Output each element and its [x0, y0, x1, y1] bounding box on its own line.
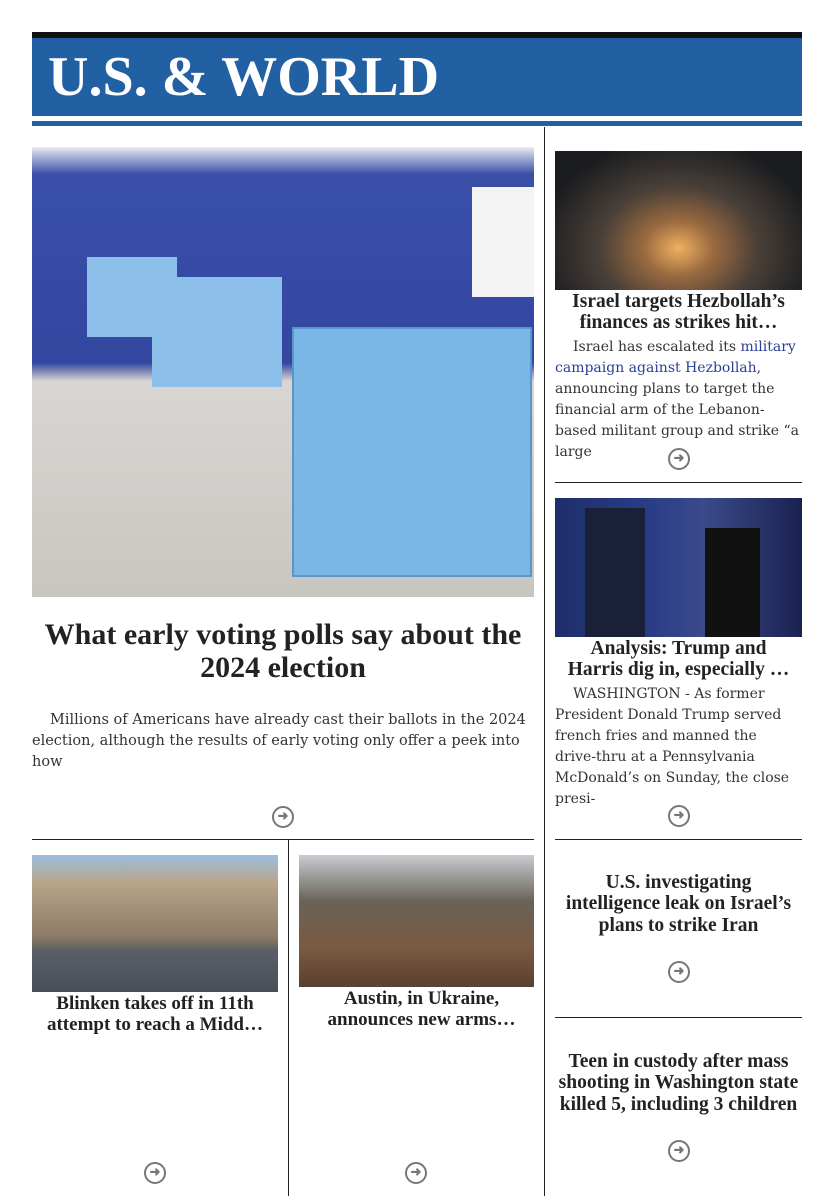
- story-headline[interactable]: [555, 638, 802, 681]
- story-summary: [555, 337, 802, 460]
- header-bottom-rule: [32, 121, 802, 126]
- divider: [555, 482, 802, 483]
- story-summary: WASHINGTON - As former President Donald Trump served french fries and manned the drive-thru at a Pennsylvania McDonald’s on Sunday, the close presi-: [555, 686, 790, 807]
- section-title: U.S. & WORLD: [32, 38, 802, 116]
- column-divider: [288, 840, 289, 1196]
- main-summary: Millions of Americans have already cast their ballots in the 2024 election, although the results of early voting only offer a peek into how: [32, 712, 526, 770]
- story-headline[interactable]: [32, 994, 278, 1036]
- divider: [32, 839, 534, 840]
- story-image[interactable]: [32, 855, 278, 992]
- summary-text: Israel has escalated its: [573, 339, 741, 355]
- arrow-right-circle-icon[interactable]: ➜: [405, 1162, 427, 1184]
- story-image[interactable]: [555, 498, 802, 637]
- headline-line: Blinken takes off in 11th: [56, 993, 254, 1014]
- headline-line: Harris dig in, especially …: [567, 659, 790, 681]
- summary-text: , announcing plans to target the financial arm of the Lebanon-based militant group and strike “a large: [555, 360, 799, 460]
- divider: [555, 1017, 802, 1018]
- headline-line: attempt to reach a Midd…: [46, 1013, 263, 1035]
- story-headline[interactable]: Teen in custody after mass shooting in Washington state killed 5, including 3 children: [558, 1051, 799, 1115]
- headline-line: Austin, in Ukraine,: [343, 988, 500, 1009]
- main-story-image[interactable]: [32, 147, 534, 597]
- divider: [555, 839, 802, 840]
- story-image[interactable]: [299, 855, 534, 987]
- arrow-right-circle-icon[interactable]: ➜: [668, 961, 690, 983]
- arrow-right-circle-icon[interactable]: ➜: [668, 448, 690, 470]
- headline-line: finances as strikes hit…: [579, 312, 778, 334]
- arrow-right-circle-icon[interactable]: ➜: [668, 805, 690, 827]
- column-divider: [544, 127, 545, 1196]
- summary-link[interactable]: military campaign against Hezbollah: [555, 339, 796, 376]
- headline-line: Israel targets Hezbollah’s: [572, 291, 785, 312]
- arrow-right-circle-icon[interactable]: ➜: [144, 1162, 166, 1184]
- headline-line: Analysis: Trump and: [590, 638, 767, 659]
- story-image[interactable]: [555, 151, 802, 290]
- story-headline[interactable]: [555, 291, 802, 334]
- voting-booth: [292, 327, 532, 577]
- arrow-right-circle-icon[interactable]: ➜: [668, 1140, 690, 1162]
- arrow-right-circle-icon[interactable]: ➜: [272, 806, 294, 828]
- story-headline[interactable]: [299, 989, 544, 1031]
- main-headline[interactable]: What early voting polls say about the 2024 election: [44, 618, 522, 684]
- story-headline[interactable]: U.S. investigating intelligence leak on Israel’s plans to strike Iran: [565, 872, 792, 936]
- headline-line: announces new arms…: [327, 1008, 516, 1030]
